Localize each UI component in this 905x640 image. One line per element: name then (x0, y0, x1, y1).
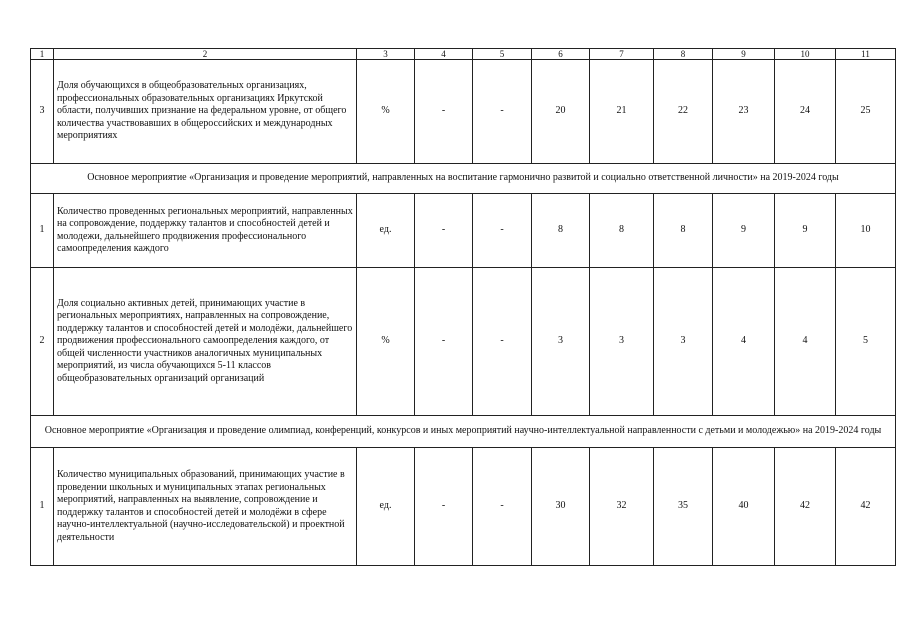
table-row (31, 60, 896, 164)
value-cell: 9 (713, 194, 775, 268)
value-cell: 4 (713, 268, 775, 416)
value-cell: 40 (713, 448, 775, 566)
header-cell: 2 (54, 49, 357, 60)
value-cell: - (415, 60, 473, 164)
indicator-description: Доля социально активных детей, принимающих участие в региональных мероприятиях, направленных на сопровождение, поддержку талантов и способностей детей и молодёжи, дальнейшего продвижения профессионального самоопределения каждого, от общей численности участников аналогичных муниципальных мероприятий, из числа обучающихся 5-11 классов общеобразовательных организаций организаций (54, 268, 357, 416)
value-cell: 32 (590, 448, 654, 566)
unit-cell: % (357, 268, 415, 416)
header-cell: 7 (590, 49, 654, 60)
value-cell: 42 (775, 448, 836, 566)
value-cell: 4 (775, 268, 836, 416)
header-cell: 9 (713, 49, 775, 60)
header-cell: 10 (775, 49, 836, 60)
column-number-header (31, 49, 896, 60)
value-cell: - (415, 448, 473, 566)
value-cell: - (473, 194, 532, 268)
value-cell: 8 (532, 194, 590, 268)
value-cell: 21 (590, 60, 654, 164)
section-title: Основное мероприятие «Организация и проведение мероприятий, направленных на воспитание гармонично развитой и социально ответственной личности» на 2019-2024 годы (31, 164, 896, 194)
indicator-description: Количество проведенных региональных мероприятий, направленных на сопровождение, поддержку талантов и способностей детей и молодежи, дальнейшего продвижения профессионального самоопределения каждого (54, 194, 357, 268)
table-row (31, 194, 896, 268)
value-cell: 3 (654, 268, 713, 416)
value-cell: 8 (590, 194, 654, 268)
unit-cell: % (357, 60, 415, 164)
section-title: Основное мероприятие «Организация и проведение олимпиад, конференций, конкурсов и иных мероприятий научно-интеллектуальной направленности с детьми и молодежью» на 2019-2024 годы (31, 416, 896, 448)
value-cell: 3 (590, 268, 654, 416)
value-cell: 35 (654, 448, 713, 566)
table-row (31, 268, 896, 416)
value-cell: 20 (532, 60, 590, 164)
row-number: 1 (31, 194, 54, 268)
header-cell: 1 (31, 49, 54, 60)
value-cell: - (473, 448, 532, 566)
header-cell: 11 (836, 49, 896, 60)
header-cell: 8 (654, 49, 713, 60)
section-row (31, 416, 896, 448)
value-cell: 42 (836, 448, 896, 566)
value-cell: 5 (836, 268, 896, 416)
row-number: 1 (31, 448, 54, 566)
row-number: 2 (31, 268, 54, 416)
header-cell: 6 (532, 49, 590, 60)
unit-cell: ед. (357, 194, 415, 268)
value-cell: - (415, 194, 473, 268)
value-cell: - (473, 60, 532, 164)
indicator-description: Количество муниципальных образований, принимающих участие в проведении школьных и муниципальных этапах региональных мероприятий, направленных на выявление, сопровождение и поддержку талантов и способностей детей и молодёжи в сфере научно-интеллектуальной (научно-исследовательской) и проектной деятельности (54, 448, 357, 566)
value-cell: - (473, 268, 532, 416)
value-cell: 23 (713, 60, 775, 164)
indicators-table (30, 48, 896, 566)
value-cell: 30 (532, 448, 590, 566)
value-cell: 22 (654, 60, 713, 164)
row-number: 3 (31, 60, 54, 164)
header-cell: 3 (357, 49, 415, 60)
value-cell: 8 (654, 194, 713, 268)
value-cell: 25 (836, 60, 896, 164)
table-row (31, 448, 896, 566)
header-cell: 5 (473, 49, 532, 60)
indicator-description: Доля обучающихся в общеобразовательных организациях, профессиональных образовательных организациях Иркутской области, получивших признание на федеральном уровне, от общего количества участвовавших в общероссийских и международных мероприятиях (54, 60, 357, 164)
value-cell: 24 (775, 60, 836, 164)
value-cell: 3 (532, 268, 590, 416)
value-cell: - (415, 268, 473, 416)
header-cell: 4 (415, 49, 473, 60)
unit-cell: ед. (357, 448, 415, 566)
value-cell: 9 (775, 194, 836, 268)
value-cell: 10 (836, 194, 896, 268)
section-row (31, 164, 896, 194)
